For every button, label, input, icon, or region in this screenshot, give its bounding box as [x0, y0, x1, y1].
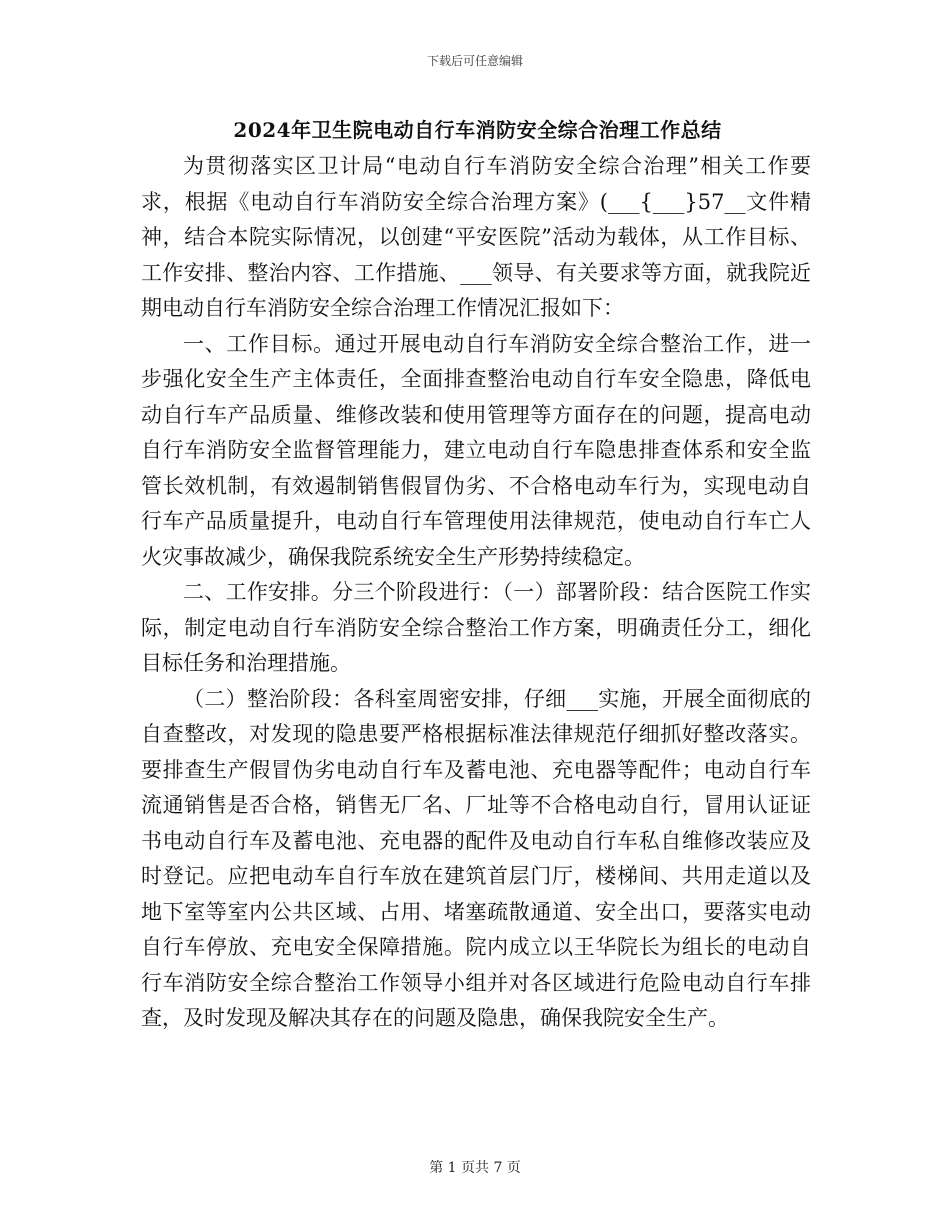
paragraph-work-arrangement: 二、工作安排。分三个阶段进行：（一）部署阶段：结合医院工作实际，制定电动自行车消防安全综合整治工作方案，明确责任分工，细化目标任务和治理措施。 — [141, 580, 811, 675]
paragraph-rectification-stage: （二）整治阶段：各科室周密安排，仔细___实施，开展全面彻底的自查整改，对发现的隐患要严格根据标准法律规范仔细抓好整改落实。要排查生产假冒伪劣电动自行车及蓄电池、充电器等配件；电动自行车流通销售是否合格，销售无厂名、厂址等不合格电动自行，冒用认证证书电动自行车及蓄电池、充电器的配件及电动自行车私自维修改装应及时登记。应把电动车自行车放在建筑首层门厅，楼梯间、共用走道以及地下室等室内公共区域、占用、堵塞疏散通道、安全出口，要落实电动自行车停放、充电安全保障措施。院内成立以王华院长为组长的电动自行车消防安全综合整治工作领导小组并对各区域进行危险电动自行车排查，及时发现及解决其存在的问题及隐患，确保我院安全生产。 — [141, 686, 811, 1030]
document-body — [141, 149, 811, 1037]
page-number: 第 1 页共 7 页 — [429, 1160, 521, 1176]
page-header-note: 下载后可任意编辑 — [426, 54, 523, 68]
paragraph-work-goals: 一、工作目标。通过开展电动自行车消防安全综合整治工作，进一步强化安全生产主体责任，全面排查整治电动自行车安全隐患，降低电动自行车产品质量、维修改装和使用管理等方面存在的问题，提高电动自行车消防安全监督管理能力，建立电动自行车隐患排查体系和安全监管长效机制，有效遏制销售假冒伪劣、不合格电动车行为，实现电动自行车产品质量提升，电动自行车管理使用法律规范，使电动自行车亡人火灾事故减少，确保我院系统安全生产形势持续稳定。 — [141, 331, 811, 569]
paragraph-intro: 为贯彻落实区卫计局“电动自行车消防安全综合治理”相关工作要求，根据《电动自行车消防安全综合治理方案》(___{___}57__文件精神，结合本院实际情况，以创建“平安医院”活动为载体，从工作目标、工作安排、整治内容、工作措施、___领导、有关要求等方面，就我院近期电动自行车消防安全综合治理工作情况汇报如下： — [141, 154, 811, 320]
document-title: 2024年卫生院电动自行车消防安全综合治理工作总结 — [233, 118, 722, 142]
